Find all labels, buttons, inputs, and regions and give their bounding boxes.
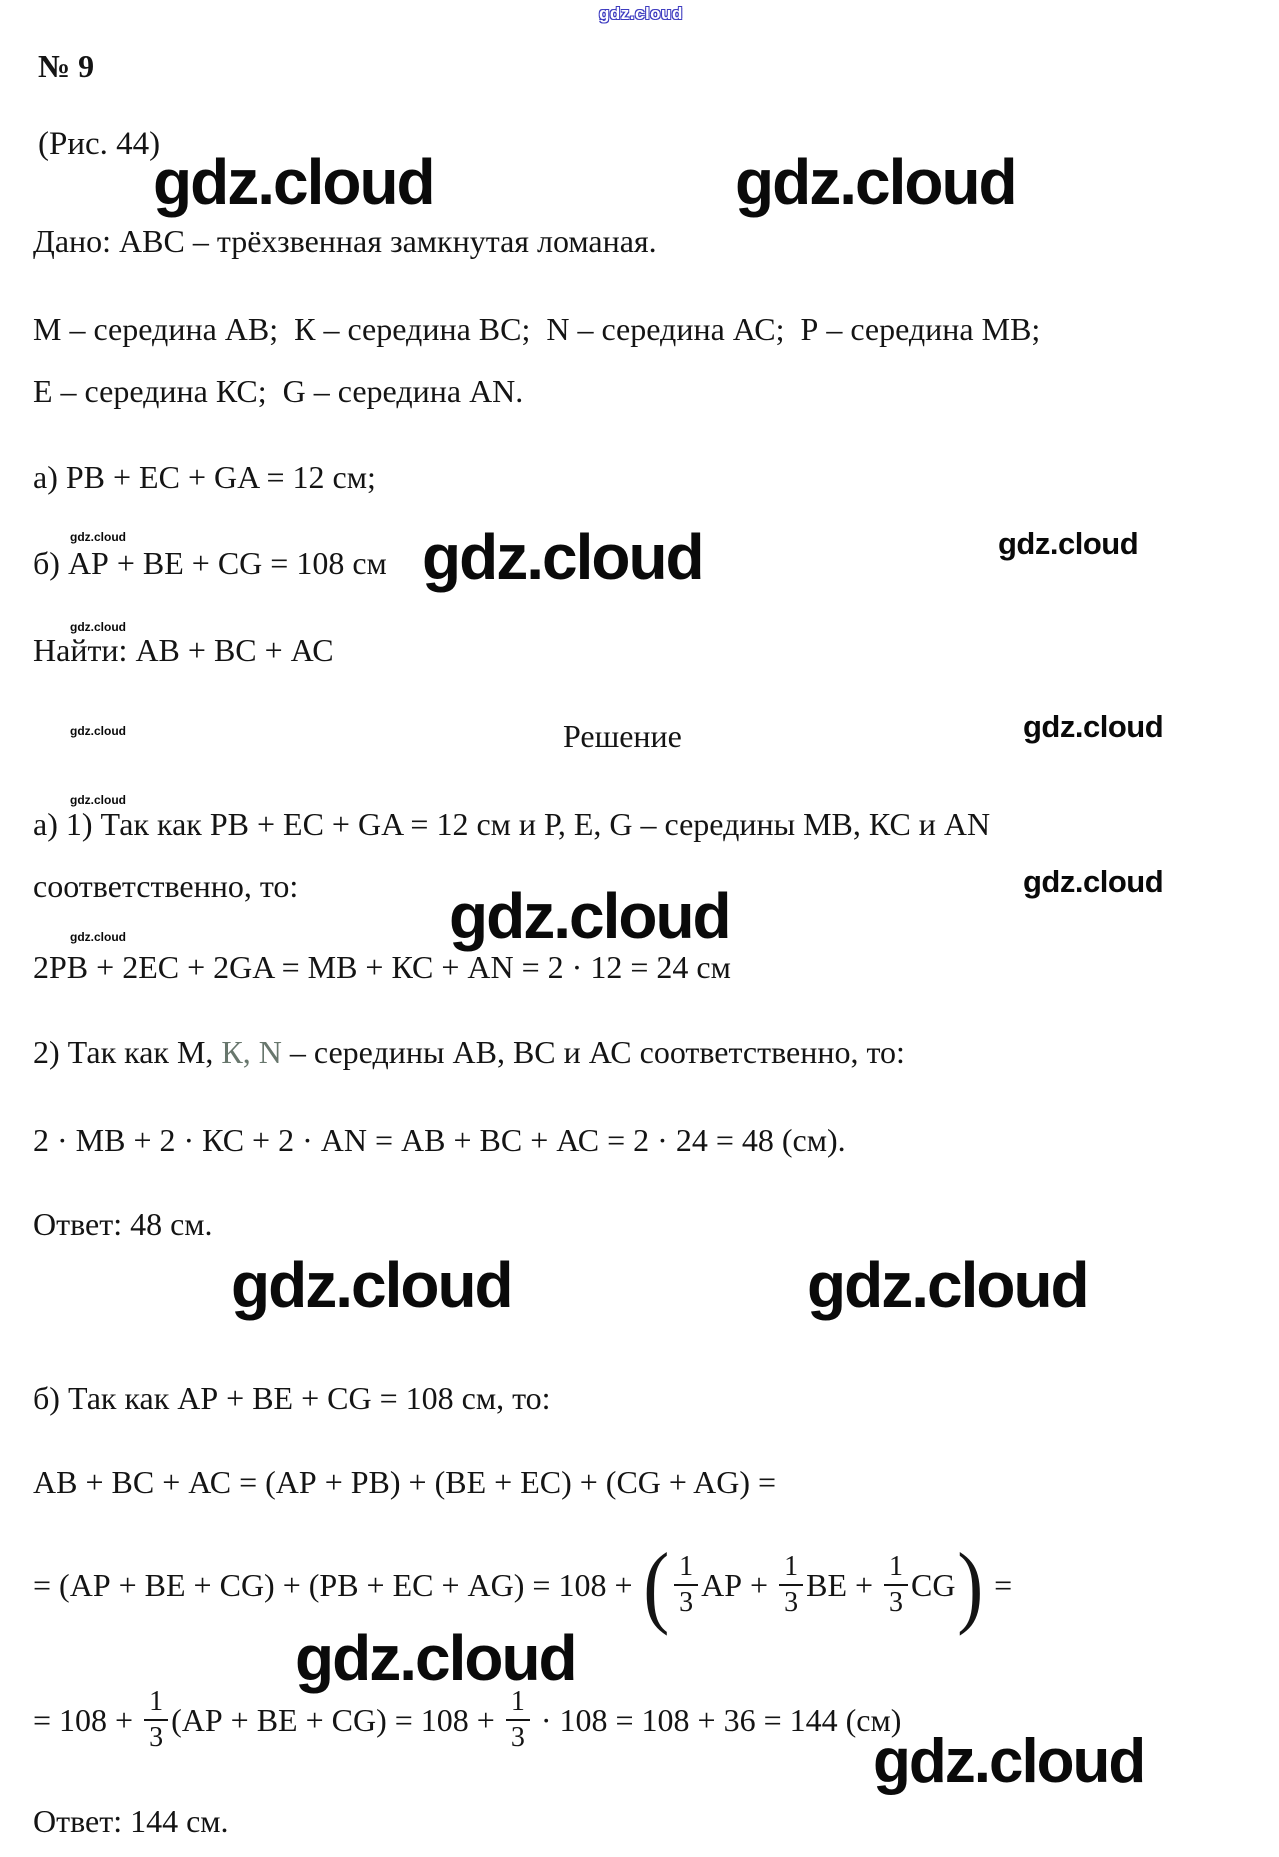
fraction-numerator: 1 — [784, 1551, 799, 1582]
find-statement: Найти: АВ + ВС + АС — [33, 632, 334, 668]
part-a-step1-line2: соответственно, то: — [33, 868, 299, 904]
part-a-answer: Ответ: 48 см. — [33, 1206, 213, 1242]
watermark-large: gdz.cloud — [295, 1622, 576, 1694]
eq2-plus: + — [742, 1566, 777, 1603]
eq2-prefix: = (АР + ВЕ + CG) + (РВ + ЕС + AG) = 108 + — [33, 1566, 641, 1603]
fraction-numerator: 1 — [149, 1686, 164, 1717]
watermark-large: gdz.cloud — [422, 521, 703, 593]
watermark-large: gdz.cloud — [873, 1727, 1145, 1796]
open-paren: ( — [642, 1533, 669, 1636]
step2-suffix: – середины АВ, ВС и АС соответственно, то: — [281, 1034, 905, 1070]
part-a-step2-equation: 2 · МВ + 2 · КС + 2 · AN = АВ + ВС + АС = 2 · 24 = 48 (см). — [33, 1122, 846, 1158]
given-midpoints-1: М – середина АВ; К – середина ВС; N – середина АС; Р – середина МВ; — [33, 311, 1041, 347]
fraction-denominator: 3 — [506, 1719, 530, 1752]
part-b-equation-2 — [33, 1533, 1013, 1636]
solution-title: Решение — [563, 718, 682, 754]
part-b-answer: Ответ: 144 см. — [33, 1803, 229, 1839]
eq2-equals: = — [986, 1566, 1013, 1603]
fraction-numerator: 1 — [679, 1551, 694, 1582]
eq3-end: · 108 = 108 + 36 = 144 (см) — [532, 1701, 902, 1738]
fraction-one-third — [884, 1553, 908, 1617]
part-a-step1-line1: а) 1) Так как РВ + ЕС + GA = 12 см и Р, Е, G – середины МВ, КС и AN — [33, 806, 991, 842]
task-number: № 9 — [38, 48, 95, 84]
fraction-one-third — [144, 1688, 168, 1752]
watermark-large: gdz.cloud — [807, 1249, 1088, 1321]
fraction-denominator: 3 — [779, 1584, 803, 1617]
eq2-term-cg: CG — [911, 1566, 956, 1603]
fraction-denominator: 3 — [674, 1584, 698, 1617]
condition-b: б) АР + ВЕ + CG = 108 см — [33, 545, 387, 581]
watermark-small: gdz.cloud — [70, 530, 126, 544]
fraction-numerator: 1 — [889, 1551, 904, 1582]
watermark-small: gdz.cloud — [70, 620, 126, 634]
given-intro: Дано: АВС – трёхзвенная замкнутая ломаная. — [33, 223, 657, 259]
figure-reference: (Рис. 44) — [38, 126, 161, 162]
given-midpoints-2: Е – середина КС; G – середина AN. — [33, 373, 524, 409]
watermark-medium: gdz.cloud — [1023, 864, 1164, 899]
watermark-medium: gdz.cloud — [998, 526, 1139, 561]
eq2-term-be: ВЕ — [806, 1566, 847, 1603]
part-b-equation-3 — [33, 1680, 901, 1760]
fraction-one-third — [506, 1688, 530, 1752]
eq3-middle: (АР + ВЕ + CG) = 108 + — [171, 1701, 503, 1738]
part-b-intro: б) Так как АР + ВЕ + CG = 108 см, то: — [33, 1380, 551, 1416]
fraction-one-third — [779, 1553, 803, 1617]
eq2-plus: + — [846, 1566, 882, 1603]
part-a-step1-equation: 2РВ + 2ЕС + 2GA = МВ + КС + AN = 2 · 12 = 24 см — [33, 949, 731, 985]
watermark-large: gdz.cloud — [735, 146, 1016, 218]
eq2-term-ap: АР — [701, 1566, 743, 1603]
step2-prefix: 2) Так как М, — [33, 1034, 222, 1070]
watermark-large: gdz.cloud — [449, 880, 730, 952]
fraction-numerator: 1 — [510, 1686, 525, 1717]
watermark-large: gdz.cloud — [153, 146, 434, 218]
watermark-small: gdz.cloud — [70, 724, 126, 738]
close-paren: ) — [957, 1533, 984, 1636]
watermark-medium: gdz.cloud — [1023, 709, 1164, 744]
watermark-top-outline: gdz.cloud — [599, 4, 683, 23]
condition-a: а) РВ + ЕС + GA = 12 см; — [33, 459, 376, 495]
watermark-small: gdz.cloud — [70, 793, 126, 807]
fraction-one-third — [674, 1553, 698, 1617]
fraction-denominator: 3 — [884, 1584, 908, 1617]
eq3-prefix: = 108 + — [33, 1701, 142, 1738]
fraction-denominator: 3 — [144, 1719, 168, 1752]
step2-faded-letters: К, N — [221, 1034, 282, 1070]
watermark-large: gdz.cloud — [231, 1249, 512, 1321]
part-b-equation-1: АВ + ВС + АС = (АР + РВ) + (ВЕ + ЕС) + (CG + AG) = — [33, 1464, 777, 1500]
watermark-small: gdz.cloud — [70, 930, 126, 944]
part-a-step2-statement — [33, 1034, 905, 1071]
